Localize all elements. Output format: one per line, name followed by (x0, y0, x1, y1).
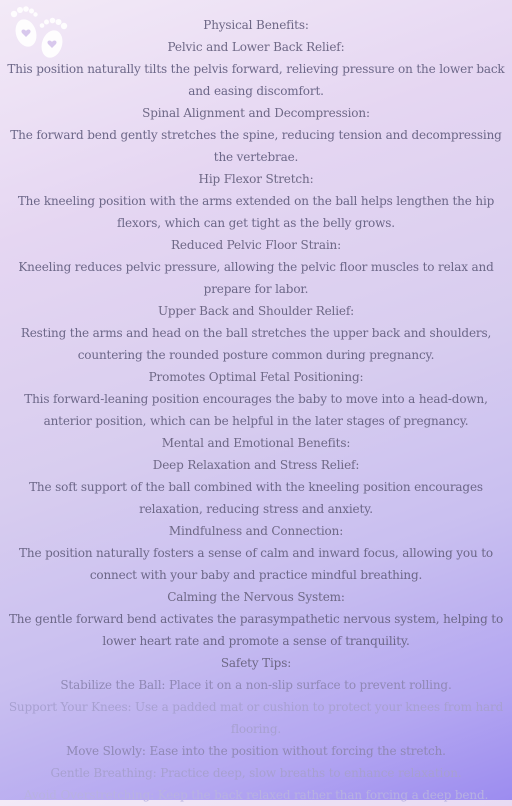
safety-tip: Move Slowly: Ease into the position without forcing the stretch. (66, 744, 446, 758)
item-text: This position naturally tilts the pelvis forward, relieving pressure on the lower back and easing discomfort. (7, 62, 505, 98)
safety-tip: Avoid Overstretching: Keep the back relaxed rather than forcing a deep bend. (23, 788, 489, 802)
safety-tip: Stabilize the Ball: Place it on a non-slip surface to prevent rolling. (60, 678, 452, 692)
item-text: The soft support of the ball combined with the kneeling position encourages relaxation, reducing stress and anxiety. (29, 480, 483, 516)
item-heading: Reduced Pelvic Floor Strain: (171, 238, 341, 252)
item-heading: Hip Flexor Stretch: (198, 172, 314, 186)
item-heading: Pelvic and Lower Back Relief: (167, 40, 345, 54)
section-title-safety: Safety Tips: (220, 656, 292, 670)
item-heading: Mindfulness and Connection: (168, 524, 344, 538)
item-heading: Promotes Optimal Fetal Positioning: (148, 370, 364, 384)
item-text: The gentle forward bend activates the parasympathetic nervous system, helping to lower heart rate and promote a sense of tranquility. (8, 612, 504, 648)
item-text: Kneeling reduces pelvic pressure, allowing the pelvic floor muscles to relax and prepare for labor. (18, 260, 494, 296)
safety-tip: Gentle Breathing: Practice deep, slow breaths to enhance relaxation. (50, 766, 462, 780)
section-title-mental: Mental and Emotional Benefits: (161, 436, 351, 450)
item-text: The kneeling position with the arms extended on the ball helps lengthen the hip flexors, which can get tight as the belly grows. (17, 194, 495, 230)
item-text: The forward bend gently stretches the spine, reducing tension and decompressing the vertebrae. (10, 128, 502, 164)
item-heading: Spinal Alignment and Decompression: (142, 106, 370, 120)
safety-tip: Support Your Knees: Use a padded mat or cushion to protect your knees from hard flooring. (8, 700, 504, 736)
item-heading: Deep Relaxation and Stress Relief: (152, 458, 360, 472)
item-text: This forward-leaning position encourages the baby to move into a head-down, anterior position, which can be helpful in the later stages of pregnancy. (24, 392, 488, 428)
item-heading: Upper Back and Shoulder Relief: (157, 304, 355, 318)
benefits-document (0, 14, 512, 806)
item-heading: Calming the Nervous System: (167, 590, 345, 604)
section-title-physical: Physical Benefits: (203, 18, 309, 32)
item-text: Resting the arms and head on the ball stretches the upper back and shoulders, countering the rounded posture common during pregnancy. (20, 326, 492, 362)
item-text: The position naturally fosters a sense of calm and inward focus, allowing you to connect with your baby and practice mindful breathing. (19, 546, 493, 582)
